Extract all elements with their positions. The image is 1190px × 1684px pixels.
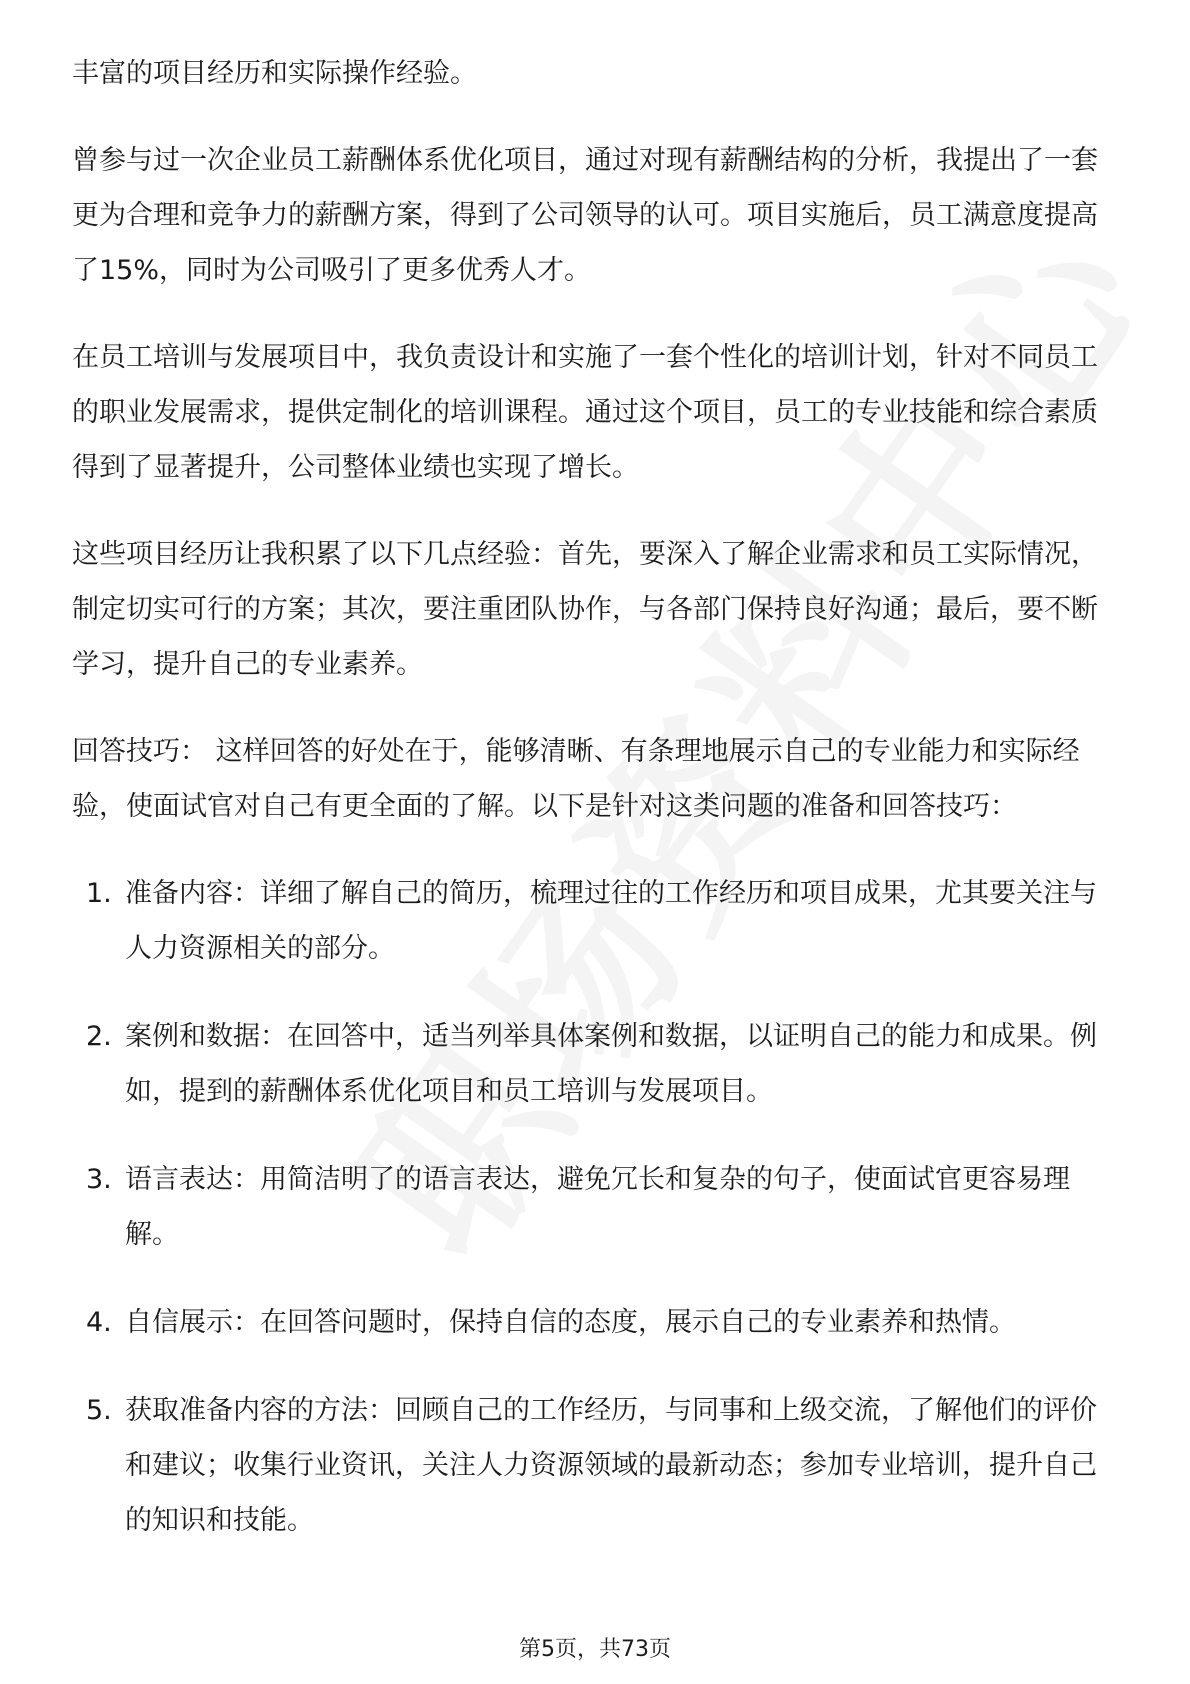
list-item xyxy=(72,866,1122,976)
list-number: 3. xyxy=(86,1164,112,1195)
paragraph-answer-tips: 回答技巧： 这样回答的好处在于，能够清晰、有条理地展示自己的专业能力和实际经验，使面试官对自己有更全面的了解。以下是针对这类问题的准备和回答技巧： xyxy=(72,736,1080,822)
paragraph-experience-intro: 丰富的项目经历和实际操作经验。 xyxy=(72,58,477,89)
paragraph-training-project: 在员工培训与发展项目中，我负责设计和实施了一套个性化的培训计划，针对不同员工的职业发展需求，提供定制化的培训课程。通过这个项目，员工的专业技能和综合素质得到了显著提升，公司整体业绩也实现了增长。 xyxy=(72,342,1098,483)
paragraph-lessons: 这些项目经历让我积累了以下几点经验：首先，要深入了解企业需求和员工实际情况，制定切实可行的方案；其次，要注重团队协作，与各部门保持良好沟通；最后，要不断学习，提升自己的专业素养。 xyxy=(72,539,1098,680)
list-item-text: 自信展示：在回答问题时，保持自信的态度，展示自己的专业素养和热情。 xyxy=(125,1307,1016,1338)
list-item xyxy=(72,1152,1122,1262)
document-body xyxy=(72,46,1122,1581)
list-item-text: 获取准备内容的方法：回顾自己的工作经历，与同事和上级交流，了解他们的评价和建议；收集行业资讯，关注人力资源领域的最新动态；参加专业培训，提升自己的知识和技能。 xyxy=(125,1395,1097,1536)
list-item xyxy=(72,1383,1122,1548)
list-number: 2. xyxy=(86,1021,112,1052)
list-item-text: 准备内容：详细了解自己的简历，梳理过往的工作经历和项目成果，尤其要关注与人力资源相关的部分。 xyxy=(125,878,1097,964)
list-number: 1. xyxy=(86,878,112,909)
paragraph-salary-project: 曾参与过一次企业员工薪酬体系优化项目，通过对现有薪酬结构的分析，我提出了一套更为合理和竞争力的薪酬方案，得到了公司领导的认可。项目实施后，员工满意度提高了15%，同时为公司吸引了更多优秀人才。 xyxy=(72,145,1098,286)
list-item xyxy=(72,1009,1122,1119)
list-item xyxy=(72,1295,1122,1350)
list-item-text: 案例和数据：在回答中，适当列举具体案例和数据，以证明自己的能力和成果。例如，提到的薪酬体系优化项目和员工培训与发展项目。 xyxy=(125,1021,1097,1107)
list-item-text: 语言表达：用简洁明了的语言表达，避免冗长和复杂的句子，使面试官更容易理解。 xyxy=(125,1164,1070,1250)
page-number-footer: 第5页，共73页 xyxy=(519,1637,671,1662)
list-number: 5. xyxy=(86,1395,112,1426)
tips-list xyxy=(72,866,1122,1548)
list-number: 4. xyxy=(86,1307,112,1338)
